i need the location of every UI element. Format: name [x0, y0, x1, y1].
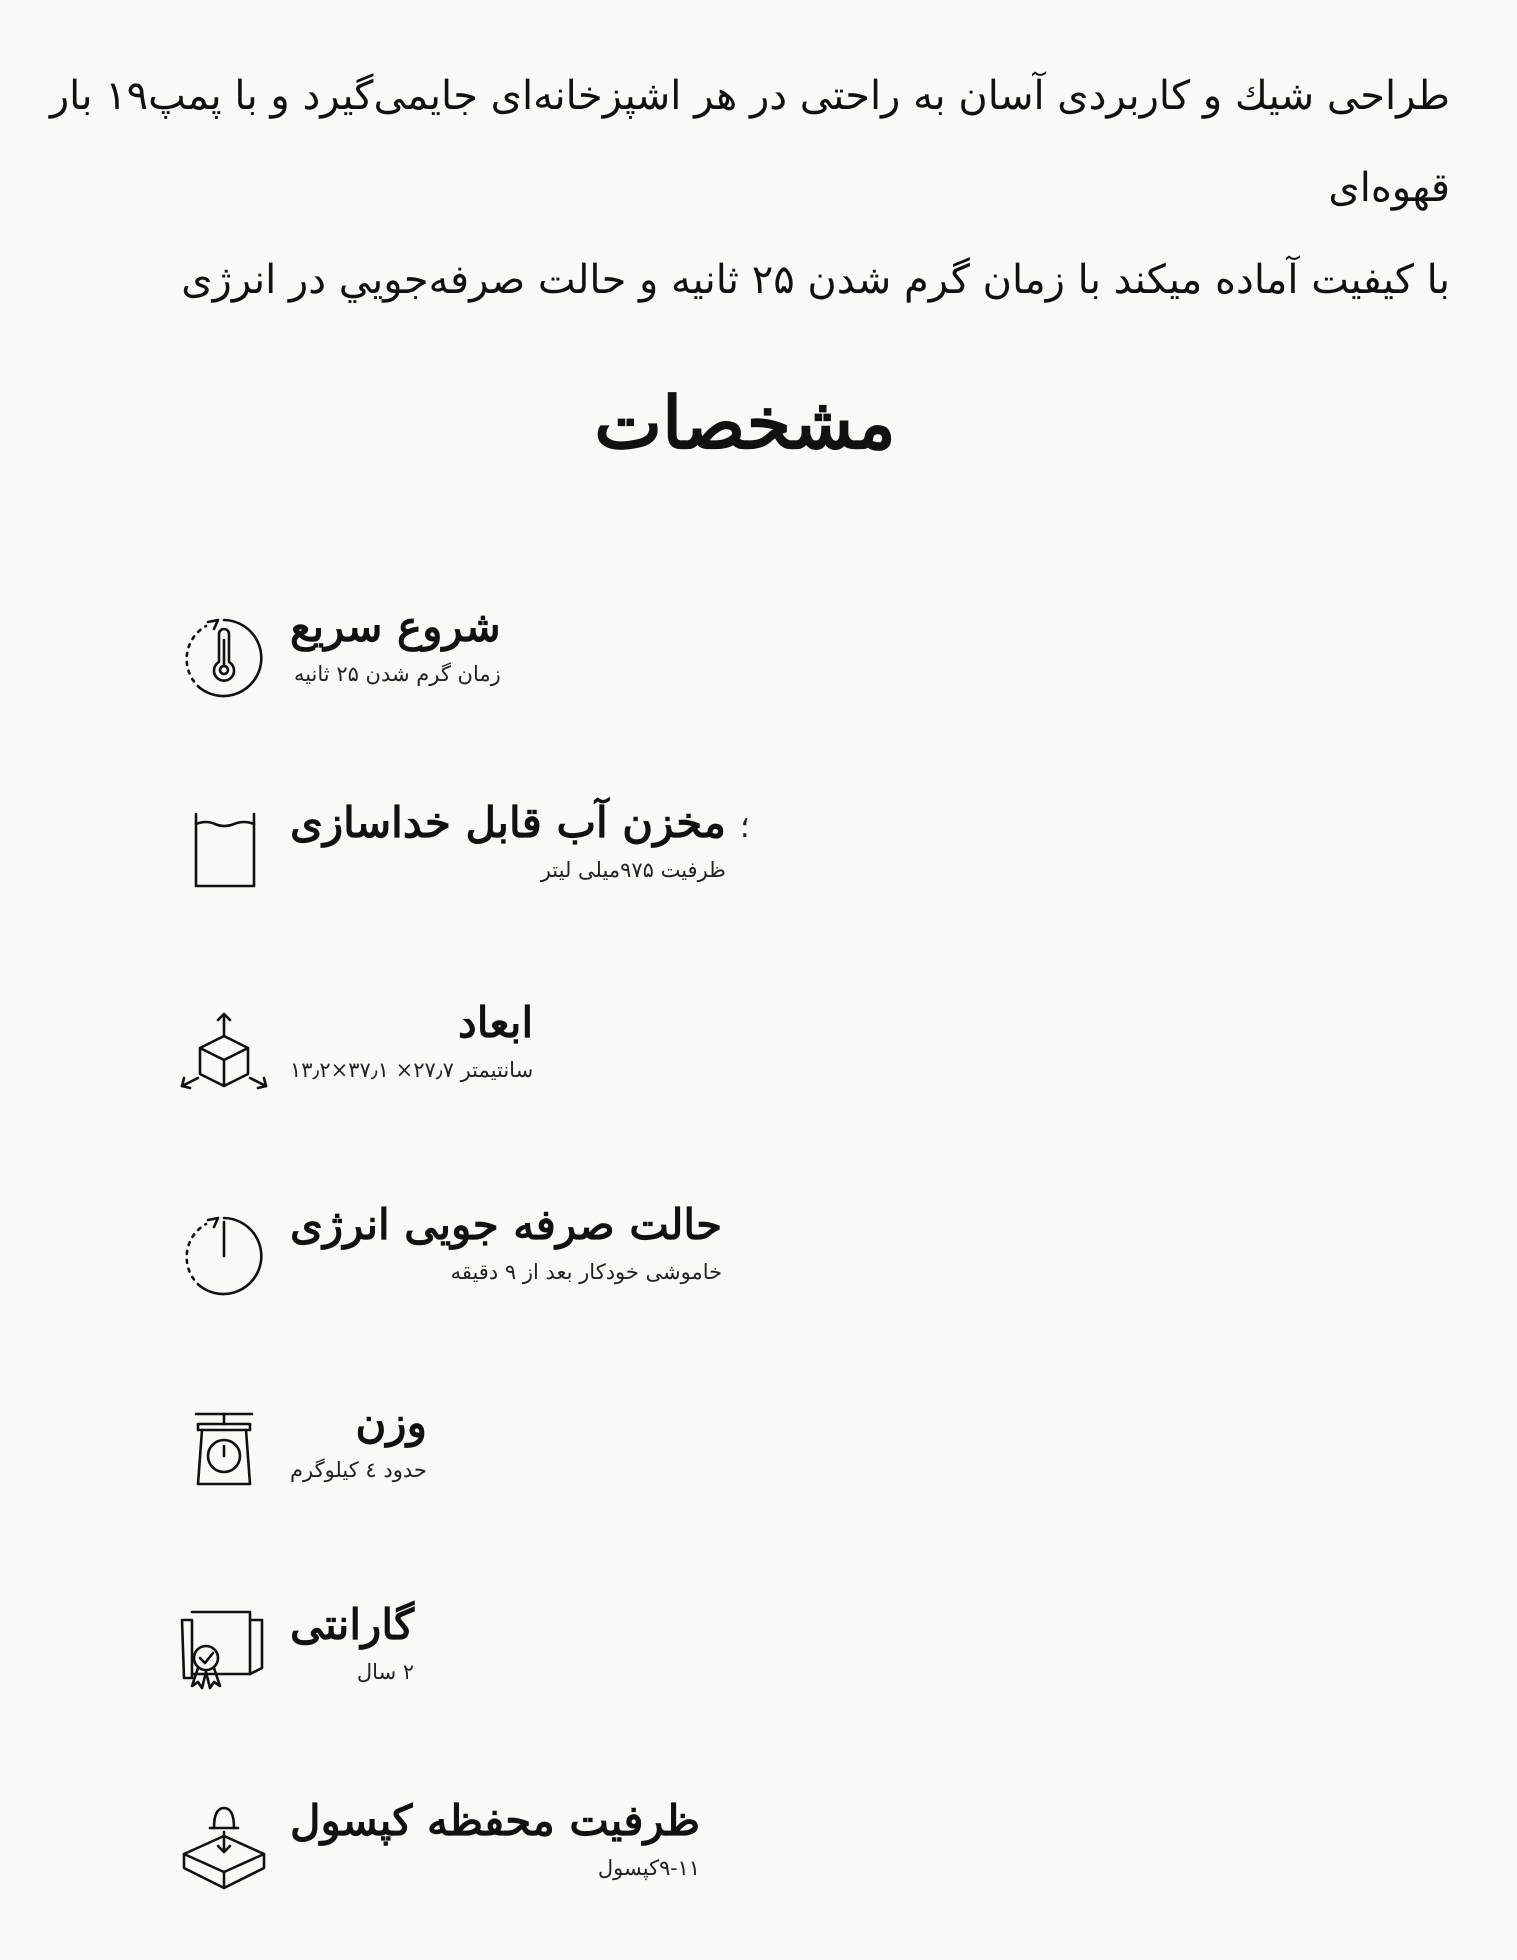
capsule-container-icon [178, 1806, 270, 1898]
water-tank-icon [178, 808, 270, 900]
spec-subtitle: حدود ٤ کیلوگرم [290, 1458, 427, 1482]
spec-title: ظرفیت محفظه کپسول [290, 1796, 701, 1845]
specs-heading: مشخصات [594, 380, 896, 465]
spec-subtitle: ۹-۱۱کپسول [597, 1856, 701, 1880]
spec-title: مخزن آب قابل خداسازی [290, 798, 726, 847]
spec-weight [178, 1398, 898, 1528]
spec-title: گارانتی [290, 1600, 415, 1649]
power-timer-icon [178, 1210, 270, 1302]
scale-icon [178, 1408, 270, 1500]
spec-subtitle: ۲ سال [356, 1660, 415, 1684]
spec-title: ابعاد [458, 998, 534, 1047]
dimensions-box-icon [178, 1008, 270, 1100]
description-line-1: طراحی شیك و کاربردی آسان به راحتی در هر اشپزخانه‌ای جایمی‌گیرد و با پمپ۱۹ بار قهوه‌ای [49, 73, 1450, 211]
spec-dimensions [178, 998, 898, 1128]
spec-title: حالت صرفه جویی انرژی [290, 1200, 723, 1249]
spec-title: وزن [355, 1398, 427, 1447]
description-line-2: با کیفیت آماده میکند با زمان گرم شدن ۲۵ ثانیه و حالت صرفه‌جويي در انرژی [181, 257, 1450, 303]
spec-subtitle: زمان گرم شدن ۲۵ ثانیه [293, 662, 501, 686]
spec-subtitle: خاموشی خودکار بعد از ۹ دقیقه [450, 1260, 723, 1284]
spec-quick-start [178, 602, 898, 732]
spec-title: شروع سریع [290, 602, 501, 651]
spec-subtitle: سانتیمتر ۲۷٫۷× ۳۷٫۱×۱۳٫۲ [290, 1058, 534, 1082]
warranty-certificate-icon [178, 1610, 270, 1702]
spec-water-tank [178, 798, 898, 928]
spec-energy-saving [178, 1200, 898, 1330]
product-description [30, 50, 1450, 326]
spec-capsule-capacity [178, 1796, 898, 1926]
thermometer-icon [178, 612, 270, 704]
spec-warranty [178, 1600, 898, 1730]
stray-mark: ؛ [740, 810, 750, 845]
spec-subtitle: ظرفیت ۹۷۵میلی لیتر [540, 858, 726, 882]
